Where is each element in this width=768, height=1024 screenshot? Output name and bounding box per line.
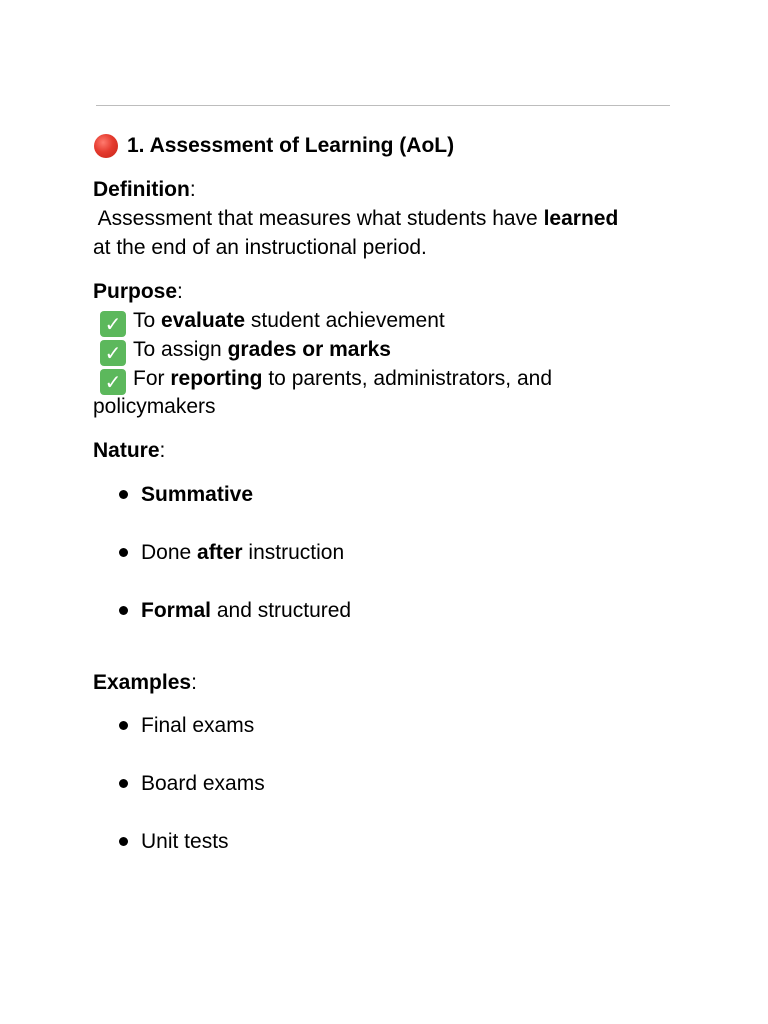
purpose-item: [92, 306, 445, 337]
purpose-item: [92, 335, 391, 366]
bullet-icon: [119, 779, 128, 788]
horizontal-rule: [96, 105, 670, 106]
purpose-wrap-text: policymakers: [93, 395, 216, 418]
purpose-item-pre: To: [133, 309, 162, 332]
examples-colon: :: [191, 671, 197, 694]
purpose-item-post: to parents, administrators, and: [262, 367, 552, 390]
bullet-icon: [119, 837, 128, 846]
definition-label: Definition: [93, 178, 190, 201]
bullet-icon: [119, 490, 128, 499]
examples-label: Examples: [93, 671, 192, 694]
nature-list-item: [117, 480, 253, 509]
examples-item-text: Final exams: [141, 714, 255, 737]
definition-line-2: [93, 233, 427, 262]
check-mark-button-icon: ✓: [100, 340, 126, 366]
nature-list-item: [117, 596, 351, 625]
examples-list-item: [117, 827, 229, 856]
nature-list-item: [117, 538, 344, 567]
nature-item-bold: Summative: [141, 483, 254, 506]
nature-colon: :: [159, 439, 166, 462]
definition-label-line: [93, 175, 196, 204]
check-mark-button-icon: ✓: [100, 369, 126, 395]
examples-label-line: [93, 668, 197, 697]
definition-line-1: [93, 204, 618, 233]
purpose-item-bold: reporting: [170, 367, 263, 390]
nature-item-pre: Done: [141, 541, 198, 564]
check-mark-button-icon: ✓: [100, 311, 126, 337]
examples-item-text: Unit tests: [141, 830, 229, 853]
bullet-icon: [119, 548, 128, 557]
section-heading-text: 1. Assessment of Learning (AoL): [127, 134, 455, 157]
nature-item-post: instruction: [242, 541, 345, 564]
nature-item-post: and structured: [211, 599, 352, 622]
bullet-icon: [119, 606, 128, 615]
purpose-item: [92, 364, 552, 395]
purpose-item-pre: To assign: [133, 338, 228, 361]
nature-label-line: [93, 436, 165, 465]
examples-list-item: [117, 769, 265, 798]
purpose-wrap-line: [93, 392, 216, 421]
purpose-item-pre: For: [133, 367, 171, 390]
definition-text-2: at the end of an instructional period.: [93, 236, 427, 259]
purpose-item-bold: grades or marks: [227, 338, 391, 361]
purpose-label: Purpose: [93, 280, 178, 303]
section-heading: [93, 131, 454, 161]
definition-colon: :: [189, 178, 196, 201]
purpose-label-line: [93, 277, 183, 306]
examples-item-text: Board exams: [141, 772, 265, 795]
bullet-icon: [119, 721, 128, 730]
nature-item-bold: Formal: [141, 599, 212, 622]
purpose-colon: :: [177, 280, 183, 303]
purpose-item-post: student achievement: [245, 309, 445, 332]
definition-bold-learned: learned: [543, 207, 619, 230]
purpose-item-bold: evaluate: [161, 309, 246, 332]
definition-text-1: Assessment that measures what students have: [93, 207, 544, 230]
nature-item-bold: after: [197, 541, 243, 564]
red-circle-icon: [94, 134, 118, 158]
examples-list-item: [117, 711, 254, 740]
nature-label: Nature: [93, 439, 160, 462]
